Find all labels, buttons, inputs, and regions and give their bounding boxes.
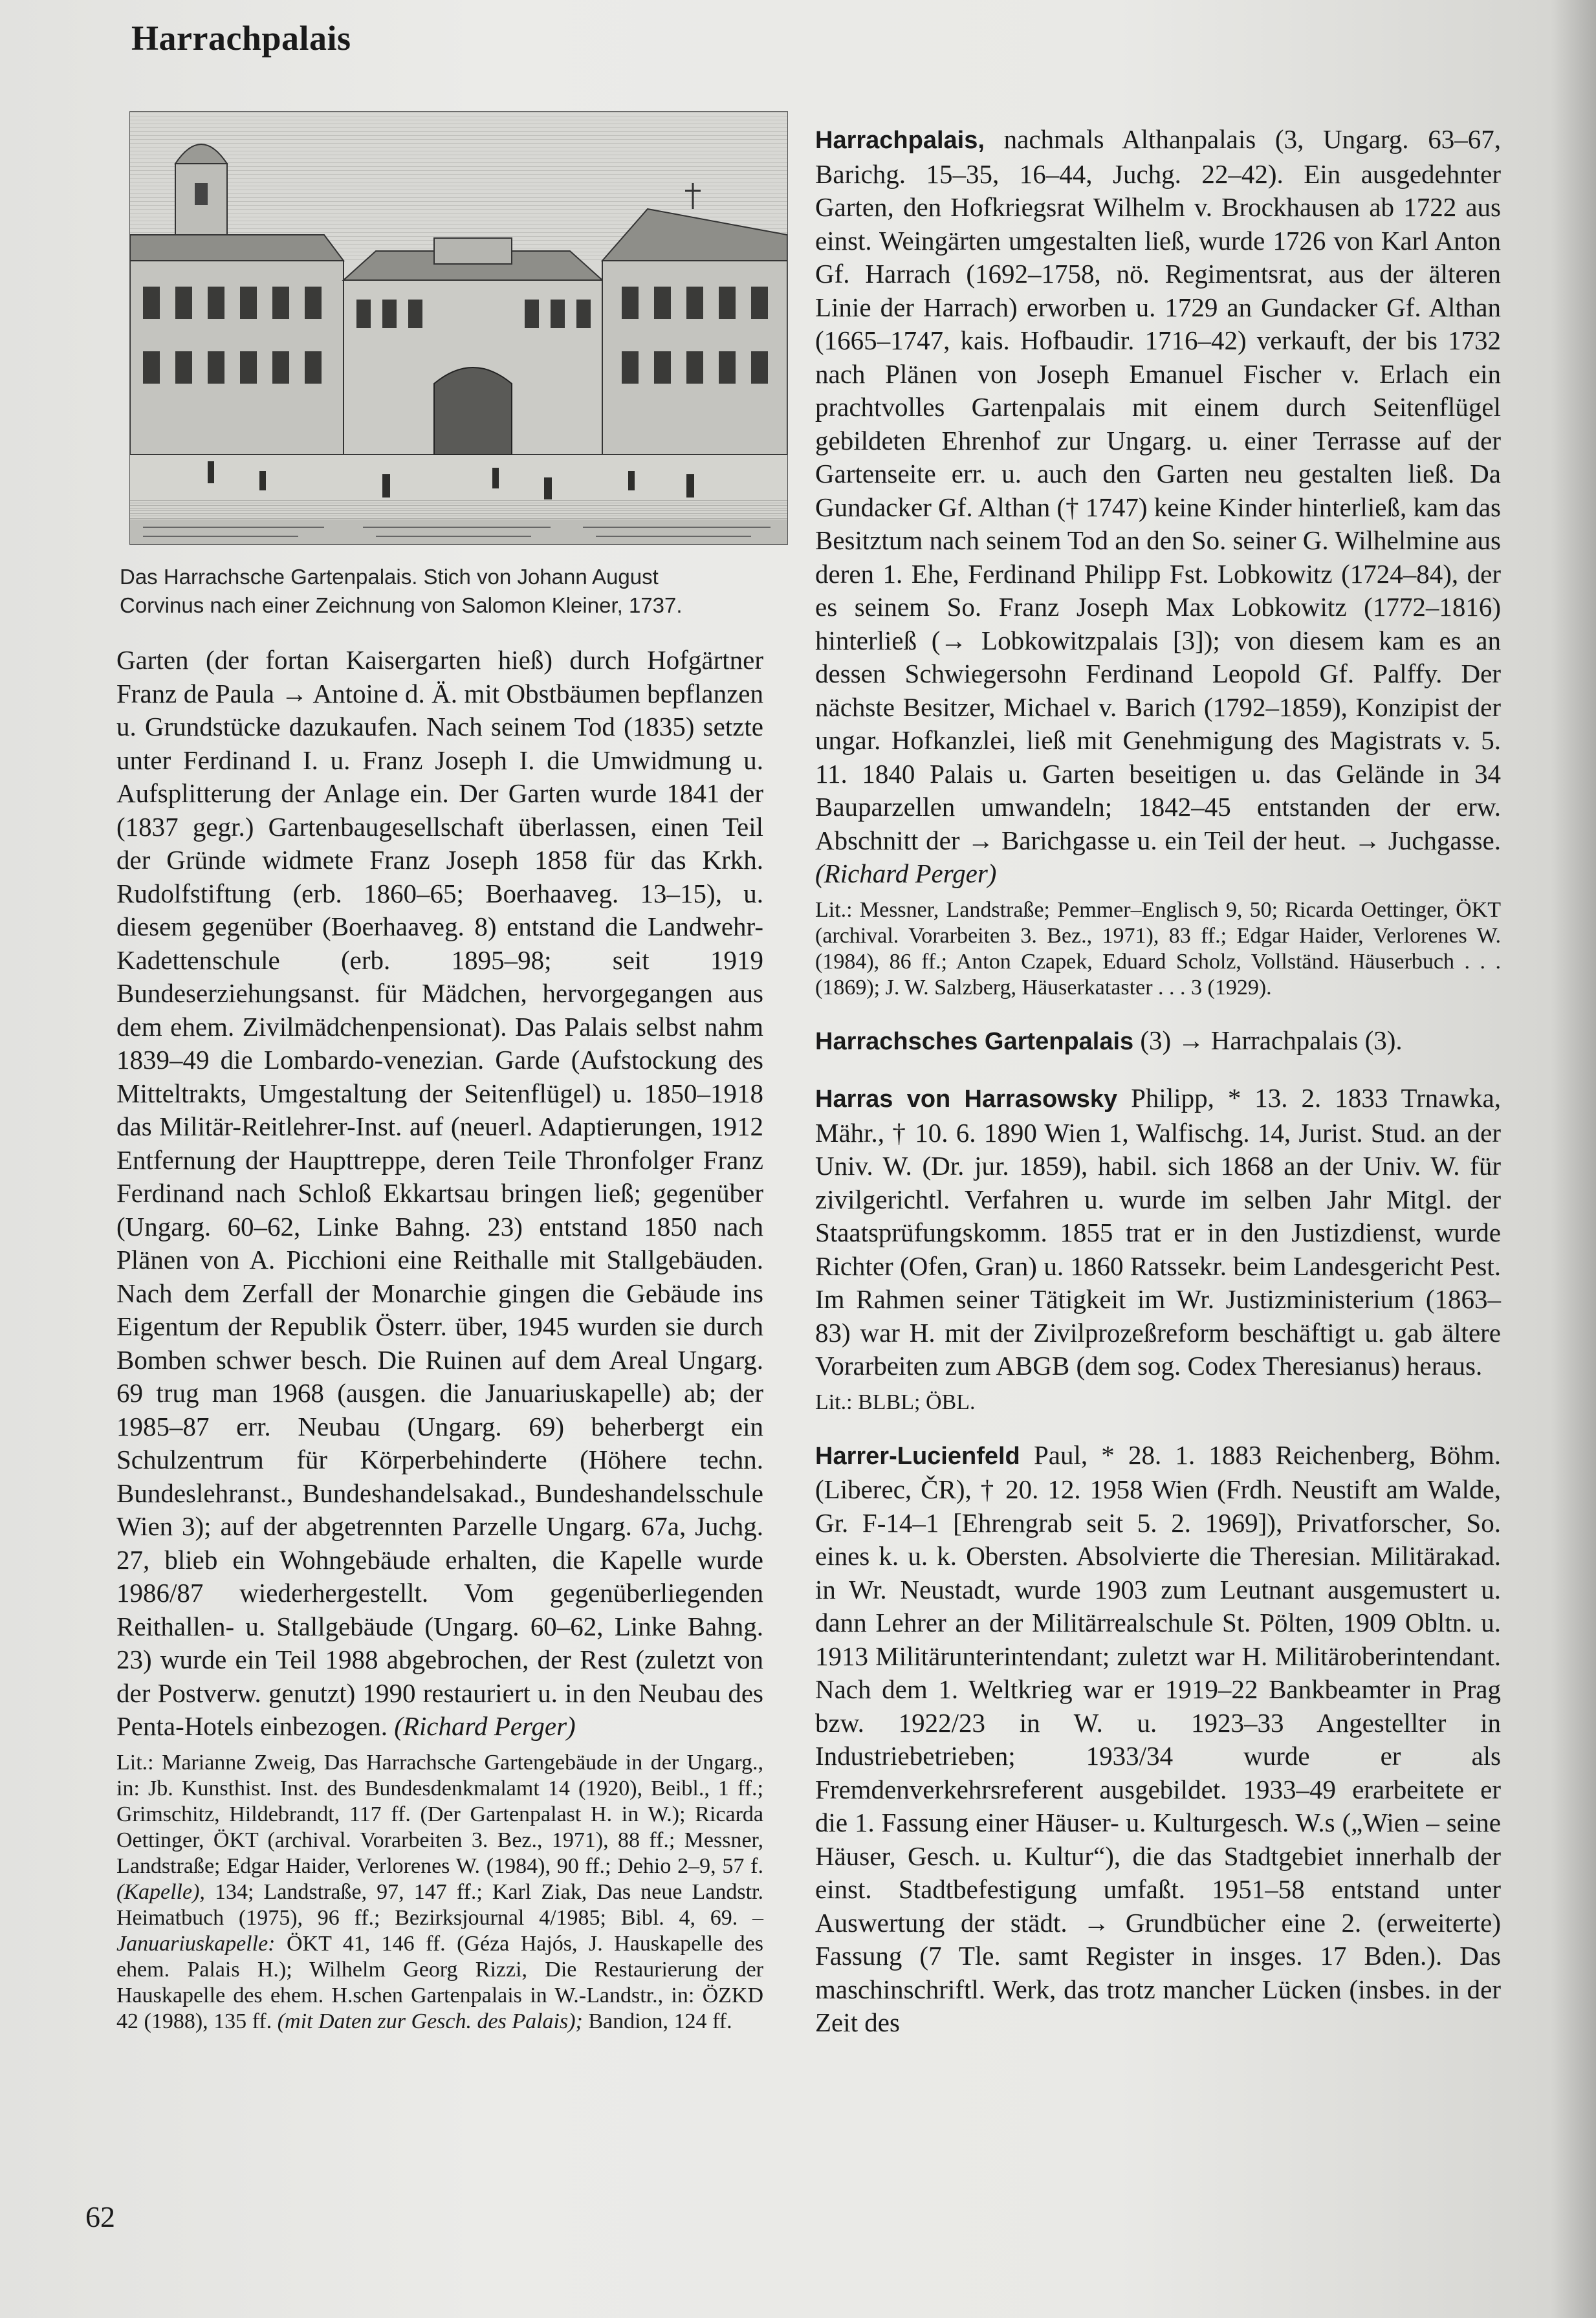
lit-part-7: Bandion, 124 ff. xyxy=(588,2009,732,2033)
entry-harrachsches-gartenpalais-body: (3) → Harrachpalais (3). xyxy=(1140,1025,1403,1055)
lit-part-6: (mit Daten zur Gesch. des Palais); xyxy=(277,2009,583,2033)
caption-line-2: Corvinus nach einer Zeichnung von Salomon Kleiner, 1737. xyxy=(120,593,683,617)
entry-harrachpalais-literature: Lit.: Messner, Landstraße; Pemmer–Englisch 9, 50; Ricarda Oettinger, ÖKT (archival. Vorarbeiten 3. Bez., 1971), 83 ff.; Edgar Haider, Verlorenes W. (1984), 86 ff.; Anton Czapek, Eduard Scholz, Vollständ. Häuserbuch . . . (1869); J. W. Salzberg, Häuserkataster . . . 3 (1929). xyxy=(815,897,1501,1000)
palace-engraving xyxy=(129,111,788,545)
left-body-paragraph xyxy=(116,644,763,1744)
entry-harras-head: Harras von Harrasowsky xyxy=(815,1086,1118,1113)
running-header: Harrachpalais xyxy=(131,19,351,58)
entry-harrachpalais-body: nachmals Althanpalais (3, Ungarg. 63–67, Barichg. 15–35, 16–44, Juchg. 22–42). Ein ausgedehnter Garten, den Hofkriegsrat Wilhelm v. Brockhausen ab 1722 aus einst. Weingärten umgestalten ließ, wurde 1726 von Karl Anton Gf. Harrach (1692–1758, nö. Regimentsrat, aus der älteren Linie der Harrach) erworben u. 1729 an Gundacker Gf. Althan (1665–1747, kais. Hofbaudir. 1716–42) verkauft, der bis 1732 nach Plänen von Joseph Emanuel Fischer v. Erlach ein prachtvolles Gartenpalais mit einem durch Seitenflügel gebildeten Ehrenhof zur Ungarg. u. einer Terrasse auf der Gartenseite err. u. auch den Garten neu gestalten ließ. Da Gundacker Gf. Althan († 1747) keine Kinder hinterließ, kam das Besitztum nach seinem Tod an den So. seiner G. Wilhelmine aus deren 1. Ehe, Ferdinand Philipp Fst. Lobkowitz (1724–84), der es seinem So. Franz Joseph Max Lobkowitz (1772–1816) hinterließ (→ Lobkowitzpalais [3]); von diesem kam es an dessen Schwiegersohn Ferdinand Leopold Gf. Palffy. Der nächste Besitzer, Michael v. Barich (1792–1859), Konzipist der ungar. Hofkanzlei, ließ mit Genehmigung des Magistrats v. 5. 11. 1840 Palais u. Garten beseitigen u. das Gelände in 34 Bauparzellen umwandeln; 1842–45 entstanden der erw. Abschnitt der → Barichgasse u. ein Teil der heut. → Juchgasse. xyxy=(815,124,1501,855)
entry-harrer-body: Paul, * 28. 1. 1883 Reichenberg, Böhm. (Liberec, ČR), † 20. 12. 1958 Wien (Frdh. Neustift am Walde, Gr. F-14–1 [Ehrengrab seit 5. 2. 1969]), Privatforscher, So. eines k. u. k. Obersten. Absolvierte die Theresian. Militärakad. in Wr. Neustadt, wurde 1903 zum Leutnant ausgemustert u. dann Lehrer an der Militärrealschule St. Pölten, 1909 Obltn. u. 1913 Militärunterintendant; zuletzt war H. Militäroberintendant. Nach dem 1. Weltkrieg war er 1919–22 Bankbeamter in Prag bzw. 1922/23 in W. u. 1923–33 Angestellter in Industriebetrieben; 1933/34 wurde er als Fremdenverkehrsreferent ausgebildet. 1933–49 erarbeitete er die 1. Fassung einer Häuser- u. Kulturgesch. W.s („Wien – seine Häuser, Gesch. u. Kultur“), die das Stadtgebiet innerhalb der einst. Stadtbefestigung umfaßt. 1951–58 entstand unter Auswertung der städt. → Grundbücher eine 2. (erweiterte) Fassung (7 Tle. samt Register in insges. 17 Bden.). Das maschinschriftl. Werk, das trotz mancher Lücken (insbes. in der Zeit des xyxy=(815,1439,1501,2037)
lit-part-2: (Kapelle), xyxy=(116,1879,205,1904)
entry-harras-body: Philipp, * 13. 2. 1833 Trnawka, Mähr., † 10. 6. 1890 Wien 1, Walfischg. 14, Jurist. Stud. an der Univ. W. (Dr. jur. 1859), habil. sich 1868 an der Univ. W. für zivilgerichtl. Verfahren u. wurde im selben Jahr Mitgl. der Staatsprüfungskomm. 1855 trat er in den Justizdienst, wurde Richter (Ofen, Gran) u. 1860 Ratssekr. beim Landesgericht Pest. Im Rahmen seiner Tätigkeit im Wr. Justizministerium (1863–83) war H. mit der Zivilprozeßreform beschäftigt u. gab ältere Vorarbeiten zum ABGB (dem sog. Codex Theresianus) heraus. xyxy=(815,1083,1502,1381)
lit-part-4: Januariuskapelle: xyxy=(116,1931,276,1956)
lit-part-5: ÖKT 41, 146 ff. (Géza Hajós, J. Hauskapelle des ehem. Palais H.); Wilhelm Georg Rizzi, Die Restaurierung der Hauskapelle des ehem. H.schen Gartenpalais in W.-Landstr., in: ÖZKD 42 (1988), 135 ff. xyxy=(116,1931,764,2033)
lit-part-3: 134; Landstraße, 97, 147 ff.; Karl Ziak, Das neue Landstr. Heimatbuch (1975), 96 ff.; Bezirksjournal 4/1985; Bibl. 4, 69. – xyxy=(116,1879,763,1930)
left-column xyxy=(116,644,763,2035)
entry-harrachpalais-head: Harrachpalais, xyxy=(815,127,985,154)
entry-harras-literature: Lit.: BLBL; ÖBL. xyxy=(815,1390,976,1414)
entry-harrachsches-gartenpalais xyxy=(815,1024,1501,1059)
lit-part-1: Lit.: Marianne Zweig, Das Harrachsche Gartengebäude in der Ungarg., in: Jb. Kunsthist. Inst. des Bundesdenkmalamt 14 (1920), Beibl., 1 ff.; Grimschitz, Hildebrandt, 117 ff. (Der Gartenpalast H. in W.); Ricarda Oettinger, ÖKT (archival. Vorarbeiten 3. Bez., 1971), 88 ff.; Messner, Landstraße; Edgar Haider, Verlorenes W. (1984), 90 ff.; Dehio 2–9, 57 f. xyxy=(116,1750,763,1878)
entry-harrer-head: Harrer-Lucienfeld xyxy=(815,1442,1020,1470)
entry-harrer-lucienfeld xyxy=(815,1439,1501,2040)
entry-harras-von-harrasowsky xyxy=(815,1082,1501,1383)
entry-harrachsches-gartenpalais-head: Harrachsches Gartenpalais xyxy=(815,1027,1134,1055)
figure-caption xyxy=(120,563,786,620)
entry-harrachpalais-author: (Richard Perger) xyxy=(815,858,997,888)
left-body-text: Garten (der fortan Kaisergarten hieß) durch Hofgärtner Franz de Paula → Antoine d. Ä. mit Obstbäumen bepflanzen u. Grundstücke dazukaufen. Nach seinem Tod (1835) setzte unter Ferdinand I. u. Franz Joseph I. die Umwidmung u. Aufsplitterung der Anlage ein. Der Garten wurde 1841 der (1837 gegr.) Gartenbaugesellschaft überlassen, einen Teil der Gründe widmete Franz Joseph 1858 für das Krkh. Rudolfstiftung (erb. 1860–65; Boerhaaveg. 13–15), u. diesem gegenüber (Boerhaaveg. 8) entstand die Landwehr-Kadettenschule (erb. 1895–98; seit 1919 Bundeserziehungsanst. für Mädchen, hervorgegangen aus dem ehem. Zivilmädchenpensionat). Das Palais selbst nahm 1839–49 die Lombardo-venezian. Garde (Aufstockung des Mitteltrakts, Umgestaltung der Seitenflügel) u. 1850–1918 das Militär-Reitlehrer-Inst. auf (neuerl. Adaptierungen, 1912 Entfernung der Haupttreppe, deren Teile Thronfolger Franz Ferdinand nach Schloß Ekkartsau bringen ließ; gegenüber (Ungarg. 60–62, Linke Bahng. 23) entstand 1850 nach Plänen von A. Picchioni eine Reithalle mit Stallgebäuden. Nach dem Zerfall der Monarchie gingen die Gebäude ins Eigentum der Republik Österr. über, 1945 wurden sie durch Bomben schwer besch. Die Ruinen auf dem Areal Ungarg. 69 trug man 1968 (ausgen. die Januariuskapelle) ab; der 1985–87 err. Neubau (Ungarg. 69) beherbergt ein Schulzentrum für Körperbehinderte (Höhere techn. Bundeslehranst., Bundeshandelsakad., Bundeshandelsschule Wien 3); auf der abgetrennten Parzelle Ungarg. 67a, Juchg. 27, blieb ein Wohngebäude erhalten, die Kapelle wurde 1986/87 wiederhergestellt. Vom gegenüberliegenden Reithallen- u. Stallgebäude (Ungarg. 60–62, Linke Bahng. 23) wurde ein Teil 1988 abgebrochen, der Rest (zuletzt von der Postverw. genutzt) 1990 restauriert u. in den Neubau des Penta-Hotels einbezogen. xyxy=(116,645,763,1741)
entry-harrachpalais xyxy=(815,123,1501,891)
caption-line-1: Das Harrachsche Gartenpalais. Stich von Johann August xyxy=(120,565,659,589)
page-gutter-shadow xyxy=(1551,0,1596,2318)
palace-engraving-drawing xyxy=(130,112,787,544)
left-author: (Richard Perger) xyxy=(394,1711,576,1741)
right-column xyxy=(815,123,1501,2040)
left-literature xyxy=(116,1750,763,2035)
page-number: 62 xyxy=(85,2200,115,2233)
